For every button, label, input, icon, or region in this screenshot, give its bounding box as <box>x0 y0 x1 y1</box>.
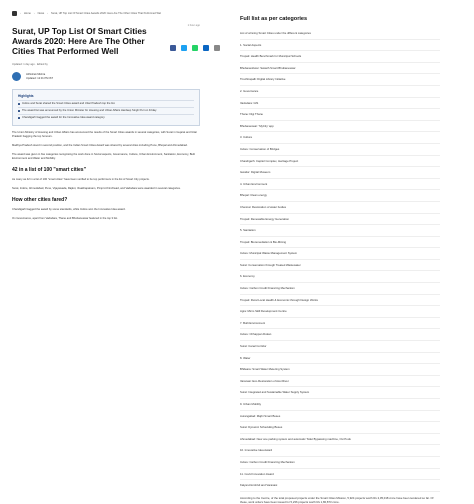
category-line: Bhilwara: Smart Water Metering System <box>240 364 440 376</box>
author-date: Updated: 12:31 PM IST <box>26 76 54 80</box>
author-block <box>12 72 204 81</box>
twitter-icon[interactable] <box>181 45 187 51</box>
category-line: Chandigarh: Capitol Complex, Heritage Project <box>240 156 440 168</box>
highlights-box <box>12 89 200 126</box>
avatar <box>12 72 21 81</box>
category-line: 8. Water <box>240 353 440 365</box>
highlight-item: Chandigarh bagged the award for the Innovative Idea award category. <box>18 114 194 121</box>
breadcrumb-current: Surat, UP Top List Of Smart Cities Awards 2020: Here Are The Other Cities That Performed Well <box>51 11 162 15</box>
category-line: 7. Built Environment <box>240 318 440 330</box>
article-paragraph: As many as 42 in a list of 100 "smart cities" have been verified to be top performers in the list of Smart City projects. <box>12 178 150 181</box>
categories-title: Full list as per categories <box>240 16 308 22</box>
byline: Updated: 1 day ago · Edited by <box>12 63 48 66</box>
category-line: Surat: Integrated and Sustainable Water Supply System <box>240 387 440 399</box>
category-line: Tirupati: Health Benchmark for Municipal Schools <box>240 51 440 63</box>
article-paragraph: Surat, Indore, Ahmedabad, Pune, Vijayawada, Rajkot, Visakhapatnam, Pimpri-Chinchwad, and Vadodara were awarded in several categories. <box>12 187 181 190</box>
category-line: Ahmedabad: New one parking system and automatic Toilet Bypassing machine, Oxi Pods <box>240 434 440 446</box>
category-line: 9. Urban Mobility <box>240 399 440 411</box>
category-line: Varanasi: Eco-Restoration of Assi River <box>240 376 440 388</box>
category-line: Tirupati: Rural Local Health & Economic through Design Works <box>240 295 440 307</box>
section-heading: 42 in a list of 100 "smart cities" <box>12 167 86 173</box>
author-text <box>26 73 53 81</box>
breadcrumb-separator: › <box>20 11 21 15</box>
section-heading: How other cities fared? <box>12 197 68 203</box>
breadcrumb-separator: › <box>33 11 35 15</box>
category-line: Agra: Micro Skill Development Centre <box>240 306 440 318</box>
categories-column <box>240 16 440 504</box>
category-line: Bhubaneshwar: Swasth Smart Bhubaneswar <box>240 63 440 75</box>
category-line: Tiruchirapalli: Digital Library Initiative <box>240 74 440 86</box>
article-column <box>12 10 204 221</box>
share-bar <box>170 45 220 51</box>
category-line: 2. Governance <box>240 86 440 98</box>
category-line: Aurangabad: Majhi Smart Buses <box>240 411 440 423</box>
category-line: Bhopal: Clean energy <box>240 190 440 202</box>
breadcrumb-home[interactable]: Home <box>23 11 31 15</box>
category-line: 6. Economy <box>240 271 440 283</box>
category-line: Vadodara: GIS <box>240 98 440 110</box>
category-line: Indore: Conservation of Bridges <box>240 144 440 156</box>
categories-summary: According to the Centre, of the total proposed projects under the Smart Cities Mission, 5,924 projects worth Rs 2,05,018 crore have been tendered so far. Of these, work orders have been issued for 5,236 projects worth Rs 1,80,873 crore. <box>240 495 434 504</box>
category-line: 11. Covid Innovation Award <box>240 469 440 481</box>
category-line: 5. Sanitation <box>240 225 440 237</box>
author-name[interactable]: Abhishek Mishra <box>26 72 46 76</box>
category-line: Indore: Carbon Credit Financing Mechanism <box>240 283 440 295</box>
category-line: Gwalior: Digital Museum <box>240 167 440 179</box>
category-line: List of winning Smart Cities under the different categories <box>240 28 440 40</box>
facebook-icon[interactable] <box>170 45 176 51</box>
category-line: 4. Urban Environment <box>240 179 440 191</box>
article-paragraph: The award was given in five categories recognising the work done in Social aspects, Governance, Culture, Urban Environment, Sanitation, Economy, Built Environment and Water and Mobility. <box>12 153 195 160</box>
article-paragraph: Chandigarh bagged the award by some standards, while Indore won the Innovative Idea award. <box>12 208 126 211</box>
time-label: 1 hour ago <box>187 24 200 27</box>
category-line: Kalyan-Dombivli and Varanasi <box>240 480 440 492</box>
category-line: Surat: Conservation through Treated Wastewater <box>240 260 440 272</box>
breadcrumb <box>12 10 204 16</box>
category-line: Bhubaneswar: 'MyCity' app <box>240 121 440 133</box>
category-line: Indore: Chhappan Dukan <box>240 329 440 341</box>
categories-list <box>240 28 440 492</box>
article-paragraph: Madhya Pradesh stood in second position, and the Indian Smart Cities Award was shared by several cities including Pune, Bhopal and Ahmedabad. <box>12 144 188 147</box>
whatsapp-icon[interactable] <box>192 45 198 51</box>
article-paragraph: On Governance, apart from Vadodara, Thane and Bhubaneswar featured in the top 3 list. <box>12 217 118 220</box>
category-line: 3. Culture <box>240 132 440 144</box>
breadcrumb-news[interactable]: News <box>37 11 45 15</box>
category-line: Indore: Municipal Waste Management System <box>240 248 440 260</box>
share-icon[interactable] <box>214 45 220 51</box>
category-line: Thane: Digi Thane <box>240 109 440 121</box>
category-line: Tirupati: Bioremediation & Bio-Mining <box>240 237 440 249</box>
highlights-title: Highlights <box>18 94 34 98</box>
category-line: Chennai: Restoration of water bodies <box>240 202 440 214</box>
category-line: Tirupati: Renewable Energy Generation <box>240 214 440 226</box>
article-paragraph: The Union Ministry of Housing and Urban Affairs has announced the results of the Smart Cities awards in several categories, with Surat in Gujarat and Uttar Pradesh bagging the top honours. <box>12 131 198 138</box>
highlight-item: The award list was announced by the Union Minister for Housing and Urban Affairs Hardeep Singh Puri on Friday. <box>18 107 194 114</box>
highlight-item: Indore and Surat shared the Smart Cities award and Uttar Pradesh top the list. <box>18 100 194 107</box>
category-line: Surat: Canal Corridor <box>240 341 440 353</box>
linkedin-icon[interactable] <box>203 45 209 51</box>
category-line: 10. Innovative Idea Award <box>240 445 440 457</box>
category-line: Surat: Dynamic Scheduling Buses <box>240 422 440 434</box>
category-line: 1. Social Aspects <box>240 40 440 52</box>
category-line: Indore: Carbon Credit Financing Mechanism <box>240 457 440 469</box>
home-icon[interactable] <box>12 11 17 16</box>
article-title: Surat, UP Top List Of Smart Cities Awards 2020: Here Are The Other Cities That Performed Well <box>12 26 147 56</box>
breadcrumb-separator: › <box>47 11 49 15</box>
